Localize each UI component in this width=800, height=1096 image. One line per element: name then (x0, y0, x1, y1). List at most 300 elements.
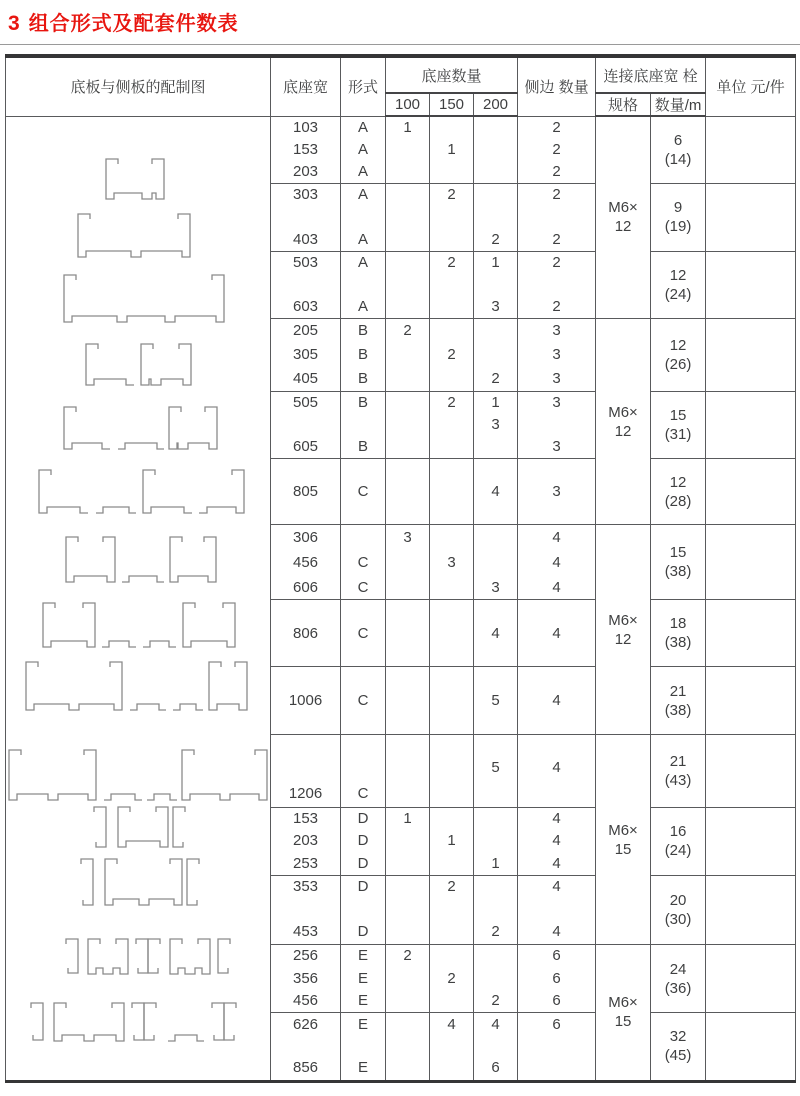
cell-qty-200 (474, 318, 518, 342)
cell-qty-150 (430, 414, 474, 435)
header-diagram: 底板与侧板的配制图 (6, 56, 271, 116)
cell-base-width: 203 (271, 829, 341, 852)
cell-unit-price (706, 1013, 796, 1081)
cell-base-width (271, 898, 341, 920)
cell-base-width: 153 (271, 807, 341, 829)
header-bolt: 连接底座宽 栓 (596, 56, 706, 93)
section-number: 3 (8, 12, 21, 35)
cell-qty-100 (386, 898, 430, 920)
bolt-spec-line2: 15 (614, 840, 632, 858)
cell-base-width (271, 272, 341, 294)
cell-qty-150: 3 (430, 550, 474, 575)
cell-qty-150 (430, 160, 474, 183)
cell-qty-150: 1 (430, 138, 474, 160)
cell-side-qty: 3 (518, 343, 596, 367)
cell-qty-200: 2 (474, 920, 518, 945)
cell-side-qty: 4 (518, 807, 596, 829)
cell-side-qty (518, 205, 596, 229)
cell-qty-100 (386, 550, 430, 575)
cell-form: C (341, 600, 386, 667)
cell-base-width: 103 (271, 116, 341, 138)
cell-qty-200 (474, 550, 518, 575)
cell-base-width: 356 (271, 967, 341, 990)
cell-form: C (341, 550, 386, 575)
header-base-width: 底座宽 (271, 56, 341, 116)
cell-qty-200 (474, 1035, 518, 1056)
cell-form: C (341, 575, 386, 600)
cell-form (341, 898, 386, 920)
cell-form: D (341, 807, 386, 829)
cell-form: D (341, 829, 386, 852)
cell-side-qty (518, 1035, 596, 1056)
cell-form (341, 735, 386, 780)
header-row-1 (6, 56, 796, 93)
cell-qty-150 (430, 318, 474, 342)
cell-unit-price (706, 183, 796, 251)
bolt-qty-line1: 24 (669, 960, 687, 978)
bolt-qty-line2: (45) (664, 1047, 692, 1065)
cell-unit-price (706, 318, 796, 391)
cell-qty-100 (386, 1035, 430, 1056)
cell-qty-100 (386, 600, 430, 667)
cell-form (341, 205, 386, 229)
cell-side-qty (518, 898, 596, 920)
cell-qty-150 (430, 367, 474, 392)
cell-base-width: 856 (271, 1056, 341, 1081)
cell-side-qty: 4 (518, 667, 596, 735)
cell-side-qty (518, 1056, 596, 1081)
cell-side-qty: 4 (518, 735, 596, 780)
cell-form (341, 414, 386, 435)
header-col-150: 150 (430, 93, 474, 116)
cell-form (341, 272, 386, 294)
cell-qty-100: 2 (386, 945, 430, 967)
cell-qty-100 (386, 852, 430, 875)
cell-qty-150 (430, 990, 474, 1013)
cell-qty-100 (386, 343, 430, 367)
cell-side-qty: 6 (518, 967, 596, 990)
cell-qty-100 (386, 735, 430, 780)
cell-base-width (271, 414, 341, 435)
cell-bolt-qty (651, 1013, 706, 1081)
cell-bolt-spec (596, 116, 651, 318)
cell-qty-100 (386, 294, 430, 318)
bolt-qty-line1: 9 (673, 199, 683, 217)
cell-form: C (341, 780, 386, 807)
bolt-spec-line1: M6× (608, 403, 638, 421)
cell-unit-price (706, 459, 796, 525)
bolt-qty-line2: (26) (664, 355, 692, 373)
cell-bolt-qty (651, 251, 706, 318)
cell-qty-150 (430, 807, 474, 829)
cell-side-qty: 4 (518, 852, 596, 875)
cell-qty-100 (386, 875, 430, 897)
cell-qty-200 (474, 967, 518, 990)
cell-form: B (341, 318, 386, 342)
cell-side-qty: 2 (518, 160, 596, 183)
cell-bolt-qty (651, 318, 706, 391)
cell-form: B (341, 343, 386, 367)
header-form: 形式 (341, 56, 386, 116)
bolt-spec-line2: 12 (614, 218, 632, 236)
cell-qty-200 (474, 807, 518, 829)
cell-bolt-spec (596, 318, 651, 524)
cell-unit-price (706, 251, 796, 318)
cell-side-qty (518, 414, 596, 435)
cell-side-qty: 2 (518, 251, 596, 272)
bolt-qty-line2: (38) (664, 701, 692, 719)
cell-bolt-qty (651, 116, 706, 183)
bolt-qty-line2: (28) (664, 492, 692, 510)
cell-qty-200: 2 (474, 367, 518, 392)
cell-qty-100 (386, 205, 430, 229)
bolt-qty-line1: 21 (669, 682, 687, 700)
bolt-qty-line2: (24) (664, 842, 692, 860)
cell-qty-150: 2 (430, 183, 474, 205)
cell-qty-200 (474, 875, 518, 897)
cell-unit-price (706, 735, 796, 807)
bolt-spec-line2: 12 (614, 630, 632, 648)
cell-qty-200 (474, 829, 518, 852)
cell-form (341, 525, 386, 550)
cell-side-qty: 3 (518, 459, 596, 525)
cell-unit-price (706, 667, 796, 735)
cell-side-qty: 2 (518, 183, 596, 205)
cell-base-width: 1206 (271, 780, 341, 807)
header-unit-price: 单位 元/件 (706, 56, 796, 116)
cell-qty-200: 3 (474, 294, 518, 318)
cell-unit-price (706, 116, 796, 183)
cell-side-qty: 2 (518, 229, 596, 251)
cell-base-width: 456 (271, 990, 341, 1013)
cell-qty-150 (430, 272, 474, 294)
cell-unit-price (706, 392, 796, 459)
cell-side-qty: 2 (518, 138, 596, 160)
cell-base-width: 805 (271, 459, 341, 525)
cell-qty-100 (386, 780, 430, 807)
cell-form: B (341, 392, 386, 414)
cell-base-width: 153 (271, 138, 341, 160)
cell-qty-150: 2 (430, 967, 474, 990)
cell-qty-200 (474, 160, 518, 183)
bolt-spec-line2: 12 (614, 422, 632, 440)
cell-qty-200: 2 (474, 229, 518, 251)
section-title: 组合形式及配套件数表 (28, 13, 239, 35)
cell-form: D (341, 920, 386, 945)
cell-form: C (341, 667, 386, 735)
cell-qty-150 (430, 116, 474, 138)
cell-side-qty: 6 (518, 945, 596, 967)
cell-qty-200 (474, 898, 518, 920)
cell-form: C (341, 459, 386, 525)
cell-unit-price (706, 807, 796, 875)
cell-base-width: 603 (271, 294, 341, 318)
cell-form: A (341, 160, 386, 183)
cell-qty-150 (430, 945, 474, 967)
cell-qty-100 (386, 575, 430, 600)
cell-base-width: 253 (271, 852, 341, 875)
cell-qty-100 (386, 138, 430, 160)
cell-qty-150 (430, 1056, 474, 1081)
cell-qty-200 (474, 138, 518, 160)
cell-qty-150 (430, 735, 474, 780)
cell-qty-200 (474, 343, 518, 367)
cell-base-width: 626 (271, 1013, 341, 1035)
cell-form: A (341, 294, 386, 318)
cell-qty-150 (430, 667, 474, 735)
cell-side-qty: 4 (518, 525, 596, 550)
cell-form: A (341, 251, 386, 272)
cell-qty-150 (430, 575, 474, 600)
cell-qty-100 (386, 367, 430, 392)
cell-side-qty: 4 (518, 600, 596, 667)
cell-qty-100: 2 (386, 318, 430, 342)
cell-qty-150: 2 (430, 875, 474, 897)
cell-side-qty (518, 272, 596, 294)
cell-qty-200 (474, 780, 518, 807)
cell-base-width: 505 (271, 392, 341, 414)
cell-qty-150 (430, 525, 474, 550)
cell-qty-200 (474, 205, 518, 229)
cell-bolt-qty (651, 525, 706, 600)
cell-bolt-qty (651, 667, 706, 735)
cell-base-width: 353 (271, 875, 341, 897)
cell-base-width: 205 (271, 318, 341, 342)
cell-form: A (341, 183, 386, 205)
cell-side-qty: 4 (518, 875, 596, 897)
cell-base-width: 503 (271, 251, 341, 272)
cell-side-qty: 3 (518, 392, 596, 414)
cell-qty-200: 5 (474, 667, 518, 735)
bolt-qty-line2: (38) (664, 634, 692, 652)
cell-qty-150 (430, 205, 474, 229)
cell-side-qty: 6 (518, 990, 596, 1013)
cell-base-width: 256 (271, 945, 341, 967)
bolt-spec-line1: M6× (608, 199, 638, 217)
cell-qty-150 (430, 920, 474, 945)
cell-qty-100 (386, 229, 430, 251)
cell-base-width: 605 (271, 435, 341, 459)
cell-base-width: 1006 (271, 667, 341, 735)
cell-qty-100 (386, 435, 430, 459)
cell-form: E (341, 990, 386, 1013)
cell-side-qty: 4 (518, 575, 596, 600)
cell-form: E (341, 1013, 386, 1035)
cell-qty-100: 3 (386, 525, 430, 550)
cell-qty-200 (474, 945, 518, 967)
bolt-qty-line2: (24) (664, 285, 692, 303)
cell-form: A (341, 116, 386, 138)
cell-qty-200: 6 (474, 1056, 518, 1081)
bolt-spec-line1: M6× (608, 994, 638, 1012)
cell-qty-100 (386, 967, 430, 990)
cell-qty-200 (474, 272, 518, 294)
cell-qty-100 (386, 160, 430, 183)
cell-form: E (341, 967, 386, 990)
cell-bolt-qty (651, 392, 706, 459)
cell-side-qty: 4 (518, 829, 596, 852)
cell-unit-price (706, 525, 796, 600)
cell-qty-100 (386, 829, 430, 852)
cell-bolt-qty (651, 183, 706, 251)
bolt-qty-line2: (14) (664, 150, 692, 168)
cell-side-qty: 4 (518, 920, 596, 945)
cell-qty-200: 4 (474, 459, 518, 525)
cell-bolt-qty (651, 945, 706, 1013)
cell-qty-100 (386, 272, 430, 294)
cell-qty-100 (386, 459, 430, 525)
cell-qty-150: 4 (430, 1013, 474, 1035)
header-col-200: 200 (474, 93, 518, 116)
cell-side-qty (518, 780, 596, 807)
cell-side-qty: 2 (518, 294, 596, 318)
bolt-qty-line1: 20 (669, 891, 687, 909)
bolt-qty-line1: 12 (669, 473, 687, 491)
cell-form: B (341, 367, 386, 392)
cell-base-width (271, 735, 341, 780)
bolt-qty-line1: 21 (669, 753, 687, 771)
bolt-qty-line2: (36) (664, 979, 692, 997)
cell-base-width: 806 (271, 600, 341, 667)
cell-qty-200: 2 (474, 990, 518, 1013)
cell-qty-150 (430, 1035, 474, 1056)
cell-qty-200: 1 (474, 852, 518, 875)
cell-base-width: 305 (271, 343, 341, 367)
cell-form: A (341, 138, 386, 160)
bolt-spec-line1: M6× (608, 821, 638, 839)
cell-qty-150 (430, 898, 474, 920)
cell-form: D (341, 875, 386, 897)
cell-bolt-qty (651, 600, 706, 667)
cell-qty-150 (430, 435, 474, 459)
cell-unit-price (706, 945, 796, 1013)
cell-base-width: 203 (271, 160, 341, 183)
bolt-qty-line1: 6 (673, 131, 683, 149)
cell-form: B (341, 435, 386, 459)
cell-side-qty: 3 (518, 318, 596, 342)
cell-qty-200: 1 (474, 392, 518, 414)
cell-qty-150 (430, 294, 474, 318)
cell-qty-100: 1 (386, 807, 430, 829)
bolt-spec-line1: M6× (608, 611, 638, 629)
cell-base-width: 306 (271, 525, 341, 550)
cell-qty-100 (386, 392, 430, 414)
header-side-qty: 侧边 数量 (518, 56, 596, 116)
bolt-qty-line1: 18 (669, 615, 687, 633)
cell-unit-price (706, 875, 796, 944)
bolt-qty-line2: (30) (664, 910, 692, 928)
cell-side-qty: 3 (518, 435, 596, 459)
cell-qty-150: 2 (430, 343, 474, 367)
cell-form (341, 1035, 386, 1056)
cell-qty-100: 1 (386, 116, 430, 138)
header-col-100: 100 (386, 93, 430, 116)
cell-qty-200: 3 (474, 414, 518, 435)
bolt-qty-line1: 15 (669, 407, 687, 425)
cell-qty-100 (386, 667, 430, 735)
cell-qty-200 (474, 525, 518, 550)
cell-base-width: 453 (271, 920, 341, 945)
cell-side-qty: 6 (518, 1013, 596, 1035)
title-divider (0, 44, 800, 45)
cell-qty-150: 2 (430, 392, 474, 414)
header-bolt-spec: 规格 (596, 93, 651, 116)
cell-bolt-qty (651, 459, 706, 525)
cell-bolt-qty (651, 735, 706, 807)
cell-qty-200 (474, 435, 518, 459)
cell-bolt-qty (651, 807, 706, 875)
bolt-qty-line2: (19) (664, 218, 692, 236)
bolt-qty-line1: 32 (669, 1028, 687, 1046)
page-title (8, 7, 800, 36)
combination-table (5, 54, 796, 1083)
cell-form: E (341, 945, 386, 967)
cell-form: E (341, 1056, 386, 1081)
cell-qty-200: 4 (474, 1013, 518, 1035)
header-bolt-qty: 数量/m (651, 93, 706, 116)
cell-qty-150 (430, 852, 474, 875)
cell-qty-150 (430, 600, 474, 667)
bolt-qty-line2: (31) (664, 426, 692, 444)
cell-side-qty: 4 (518, 550, 596, 575)
cell-qty-150: 1 (430, 829, 474, 852)
bolt-qty-line2: (43) (664, 772, 692, 790)
bolt-qty-line1: 12 (669, 336, 687, 354)
cell-base-width: 405 (271, 367, 341, 392)
table-row (6, 116, 796, 138)
bolt-qty-line2: (38) (664, 563, 692, 581)
cell-qty-100 (386, 920, 430, 945)
cell-qty-200: 5 (474, 735, 518, 780)
cell-qty-100 (386, 1056, 430, 1081)
diagram-column (6, 116, 271, 1081)
header-base-qty: 底座数量 (386, 56, 518, 93)
cell-qty-100 (386, 990, 430, 1013)
cell-base-width: 303 (271, 183, 341, 205)
cell-qty-150: 2 (430, 251, 474, 272)
cell-side-qty: 2 (518, 116, 596, 138)
cell-bolt-spec (596, 735, 651, 945)
cell-base-width: 606 (271, 575, 341, 600)
cell-bolt-spec (596, 525, 651, 735)
cell-form: A (341, 229, 386, 251)
cell-qty-150 (430, 780, 474, 807)
cell-base-width (271, 1035, 341, 1056)
cell-bolt-spec (596, 945, 651, 1082)
cell-qty-150 (430, 459, 474, 525)
cell-side-qty: 3 (518, 367, 596, 392)
cell-qty-100 (386, 414, 430, 435)
cell-qty-200: 3 (474, 575, 518, 600)
cell-qty-100 (386, 251, 430, 272)
cell-base-width: 456 (271, 550, 341, 575)
cell-unit-price (706, 600, 796, 667)
cell-qty-200 (474, 183, 518, 205)
cell-base-width: 403 (271, 229, 341, 251)
bolt-qty-line1: 16 (669, 823, 687, 841)
cell-qty-150 (430, 229, 474, 251)
bolt-spec-line2: 15 (614, 1013, 632, 1031)
cell-bolt-qty (651, 875, 706, 944)
cell-qty-100 (386, 1013, 430, 1035)
cell-base-width (271, 205, 341, 229)
cell-qty-200 (474, 116, 518, 138)
cell-qty-200: 1 (474, 251, 518, 272)
cell-form: D (341, 852, 386, 875)
bolt-qty-line1: 12 (669, 266, 687, 284)
cell-qty-200: 4 (474, 600, 518, 667)
bolt-qty-line1: 15 (669, 544, 687, 562)
